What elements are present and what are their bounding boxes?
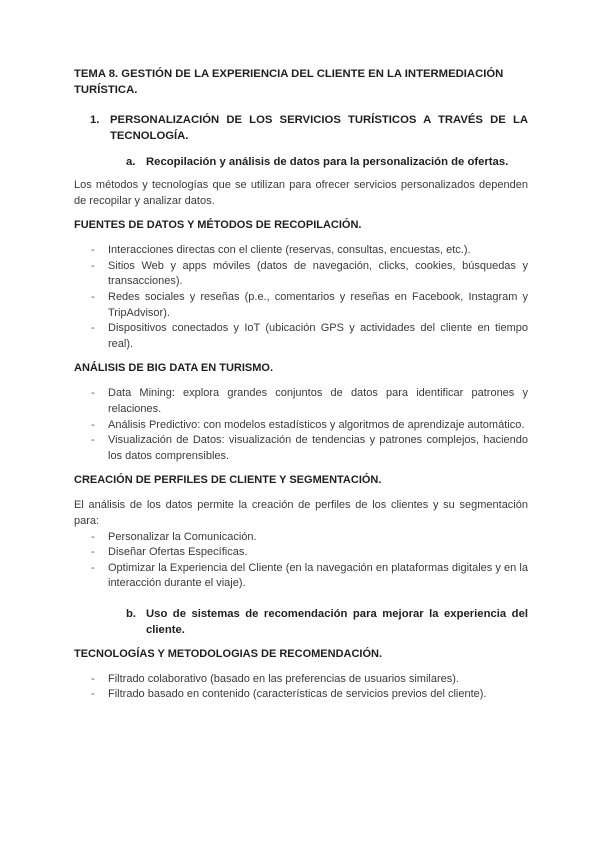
section-title: PERSONALIZACIÓN DE LOS SERVICIOS TURÍSTICOS A TRAVÉS DE LA TECNOLOGÍA. xyxy=(110,114,528,142)
bigdata-heading: ANÁLISIS DE BIG DATA EN TURISMO. xyxy=(74,362,274,375)
tecnologias-list xyxy=(74,672,528,703)
list-item: - Redes sociales y reseñas (p.e., comentarios y reseñas en Facebook, Instagram y TripAdvisor). xyxy=(74,290,528,321)
document-title: TEMA 8. GESTIÓN DE LA EXPERIENCIA DEL CLIENTE EN LA INTERMEDIACIÓN TURÍSTICA. xyxy=(74,68,504,96)
fuentes-heading: FUENTES DE DATOS Y MÉTODOS DE RECOPILACIÓN. xyxy=(74,219,362,232)
section-heading-1 xyxy=(74,112,528,144)
list-item: - Data Mining: explora grandes conjuntos de datos para identificar patrones y relaciones. xyxy=(74,386,528,417)
dash-bullet: - xyxy=(91,418,95,431)
list-item: - Filtrado basado en contenido (características de servicios previos del cliente). xyxy=(74,687,528,703)
intro-paragraph: Los métodos y tecnologías que se utilizan para ofrecer servicios personalizados dependen de recopilar y analizar datos. xyxy=(74,179,528,207)
list-item: - Sitios Web y apps móviles (datos de navegación, clicks, cookies, búsquedas y transacciones). xyxy=(74,259,528,290)
subsection-letter: a. xyxy=(126,156,136,168)
list-item: - Personalizar la Comunicación. xyxy=(74,530,528,546)
fuentes-list xyxy=(74,243,528,352)
list-item: - Análisis Predictivo: con modelos estadísticos y algoritmos de aprendizaje automático. xyxy=(74,418,528,434)
subsection-heading-a xyxy=(74,154,528,170)
tecnologias-heading: TECNOLOGÍAS Y METODOLOGIAS DE RECOMENDACIÓN. xyxy=(74,647,383,660)
dash-bullet: - xyxy=(91,259,95,272)
section-number: 1. xyxy=(90,114,100,126)
perfiles-list xyxy=(74,530,528,592)
bigdata-list xyxy=(74,386,528,464)
dash-bullet: - xyxy=(91,530,95,543)
subsection-title: Recopilación y análisis de datos para la personalización de ofertas. xyxy=(146,156,509,168)
dash-bullet: - xyxy=(91,322,95,335)
dash-bullet: - xyxy=(91,387,95,400)
perfiles-heading: CREACIÓN DE PERFILES DE CLIENTE Y SEGMENTACIÓN. xyxy=(74,474,382,487)
dash-bullet: - xyxy=(91,561,95,574)
subsection-title: Uso de sistemas de recomendación para mejorar la experiencia del cliente. xyxy=(146,607,528,636)
subsection-heading-b xyxy=(74,606,528,638)
list-item: - Interacciones directas con el cliente (reservas, consultas, encuestas, etc.). xyxy=(74,243,528,259)
dash-bullet: - xyxy=(91,244,95,257)
document-page xyxy=(74,66,528,711)
dash-bullet: - xyxy=(91,434,95,447)
dash-bullet: - xyxy=(91,672,95,685)
list-item: - Dispositivos conectados y IoT (ubicación GPS y actividades del cliente en tiempo real). xyxy=(74,321,528,352)
list-item: - Filtrado colaborativo (basado en las preferencias de usuarios similares). xyxy=(74,672,528,688)
dash-bullet: - xyxy=(91,546,95,559)
list-item: - Diseñar Ofertas Específicas. xyxy=(74,545,528,561)
dash-bullet: - xyxy=(91,688,95,701)
perfiles-paragraph: El análisis de los datos permite la creación de perfiles de los clientes y su segmentación para: xyxy=(74,499,528,527)
list-item: - Optimizar la Experiencia del Cliente (en la navegación en plataformas digitales y en la interacción durante el viaje). xyxy=(74,561,528,592)
dash-bullet: - xyxy=(91,290,95,303)
subsection-letter: b. xyxy=(126,607,137,620)
list-item: - Visualización de Datos: visualización de tendencias y patrones complejos, haciendo los datos comprensibles. xyxy=(74,433,528,464)
